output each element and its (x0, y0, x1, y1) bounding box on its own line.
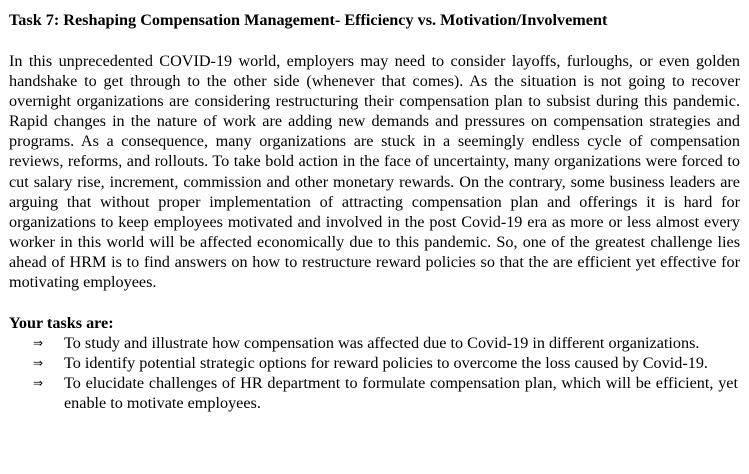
double-arrow-right-icon: ⇒ (33, 356, 44, 371)
intro-paragraph: In this unprecedented COVID-19 world, employers may need to consider layoffs, furloughs, or even golden handshake to get through to the other side (whenever that comes). As the situation is not going to recover overnight organizations are considering restructuring their compensation plan to subsist during this pandemic. Rapid changes in the nature of work are adding new demands and pressures on compensation strategies and programs. As a consequence, many organizations are stuck in a seemingly endless cycle of compensation reviews, reforms, and rollouts. To take bold action in the face of uncertainty, many organizations were forced to cut salary rise, increment, commission and other monetary rewards. On the contrary, some business leaders are arguing that without proper implementation of attracting compensation plan and offerings it is hard for organizations to keep employees motivated and involved in the post Covid-19 era as more or less almost every worker in this world will be affected economically due to this pandemic. So, one of the greatest challenge lies ahead of HRM is to find answers on how to restructure reward policies so that the are efficient yet effective for motivating employees. (9, 52, 740, 292)
task-text: To study and illustrate how compensation was affected due to Covid-19 in different organizations. (64, 334, 700, 353)
task-list (9, 333, 740, 413)
tasks-heading: Your tasks are: (9, 314, 114, 333)
task-item (9, 333, 740, 353)
task-text: To elucidate challenges of HR department to formulate compensation plan, which will be efficient, yet enable to motivate employees. (64, 374, 738, 413)
task-text: To identify potential strategic options for reward policies to overcome the loss caused by Covid-19. (64, 354, 708, 373)
task-title: Task 7: Reshaping Compensation Management- Efficiency vs. Motivation/Involvement (9, 11, 608, 29)
task-item (9, 373, 740, 413)
task-item (9, 353, 740, 373)
double-arrow-right-icon: ⇒ (33, 376, 44, 391)
double-arrow-right-icon: ⇒ (33, 336, 44, 351)
